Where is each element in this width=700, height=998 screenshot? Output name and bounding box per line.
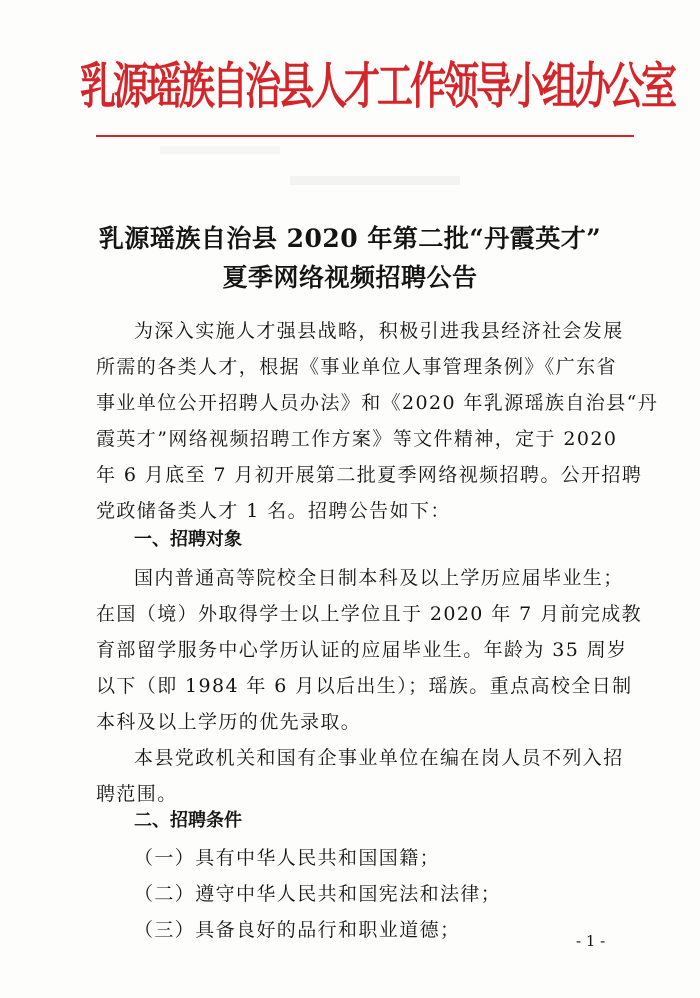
org-header-title: 乳源瑶族自治县人才工作领导小组办公室 — [80, 57, 675, 116]
section1-line: 国内普通高等院校全日制本科及以上学历应届毕业生； — [134, 567, 624, 589]
show-through-mark — [160, 146, 280, 154]
document-title-line-1: 乳源瑶族自治县 2020 年第二批“丹霞英才” — [98, 224, 602, 253]
intro-line: 年 6 月底至 7 月初开展第二批夏季网络视频招聘。公开招聘 — [96, 464, 643, 486]
section1-line: 本科及以上学历的优先录取。 — [96, 711, 362, 733]
section1-line: 育部留学服务中心学历认证的应届毕业生。年龄为 35 周岁 — [96, 639, 628, 661]
intro-line: 霞英才”网络视频招聘工作方案》等文件精神，定于 2020 — [96, 428, 618, 450]
section-heading-recruitment-targets: 一、招聘对象 — [134, 529, 242, 550]
page-number: - 1 - — [576, 932, 606, 950]
intro-line: 党政储备类人才 1 名。招聘公告如下： — [96, 500, 451, 522]
section1-line: 以下（即 1984 年 6 月以后出生）；瑶族。重点高校全日制 — [96, 675, 633, 697]
intro-line: 事业单位公开招聘人员办法》和《2020 年乳源瑶族自治县“丹 — [96, 392, 659, 414]
intro-line: 所需的各类人才，根据《事业单位人事管理条例》《广东省 — [96, 356, 617, 378]
header-divider — [96, 135, 634, 137]
condition-item: （一）具有中华人民共和国国籍； — [134, 847, 441, 869]
intro-line: 为深入实施人才强县战略，积极引进我县经济社会发展 — [134, 320, 624, 342]
condition-item: （二）遵守中华人民共和国宪法和法律； — [134, 883, 502, 905]
section1-line: 聘范围。 — [96, 783, 178, 805]
document-title-line-2: 夏季网络视频招聘公告 — [222, 263, 478, 292]
section-heading-recruitment-conditions: 二、招聘条件 — [134, 810, 242, 831]
show-through-mark — [290, 176, 460, 185]
condition-item: （三）具备良好的品行和职业道德； — [134, 919, 461, 941]
section1-line: 在国（境）外取得学士以上学位且于 2020 年 7 月前完成教 — [96, 603, 643, 625]
section1-line: 本县党政机关和国有企事业单位在编在岗人员不列入招 — [134, 747, 624, 769]
